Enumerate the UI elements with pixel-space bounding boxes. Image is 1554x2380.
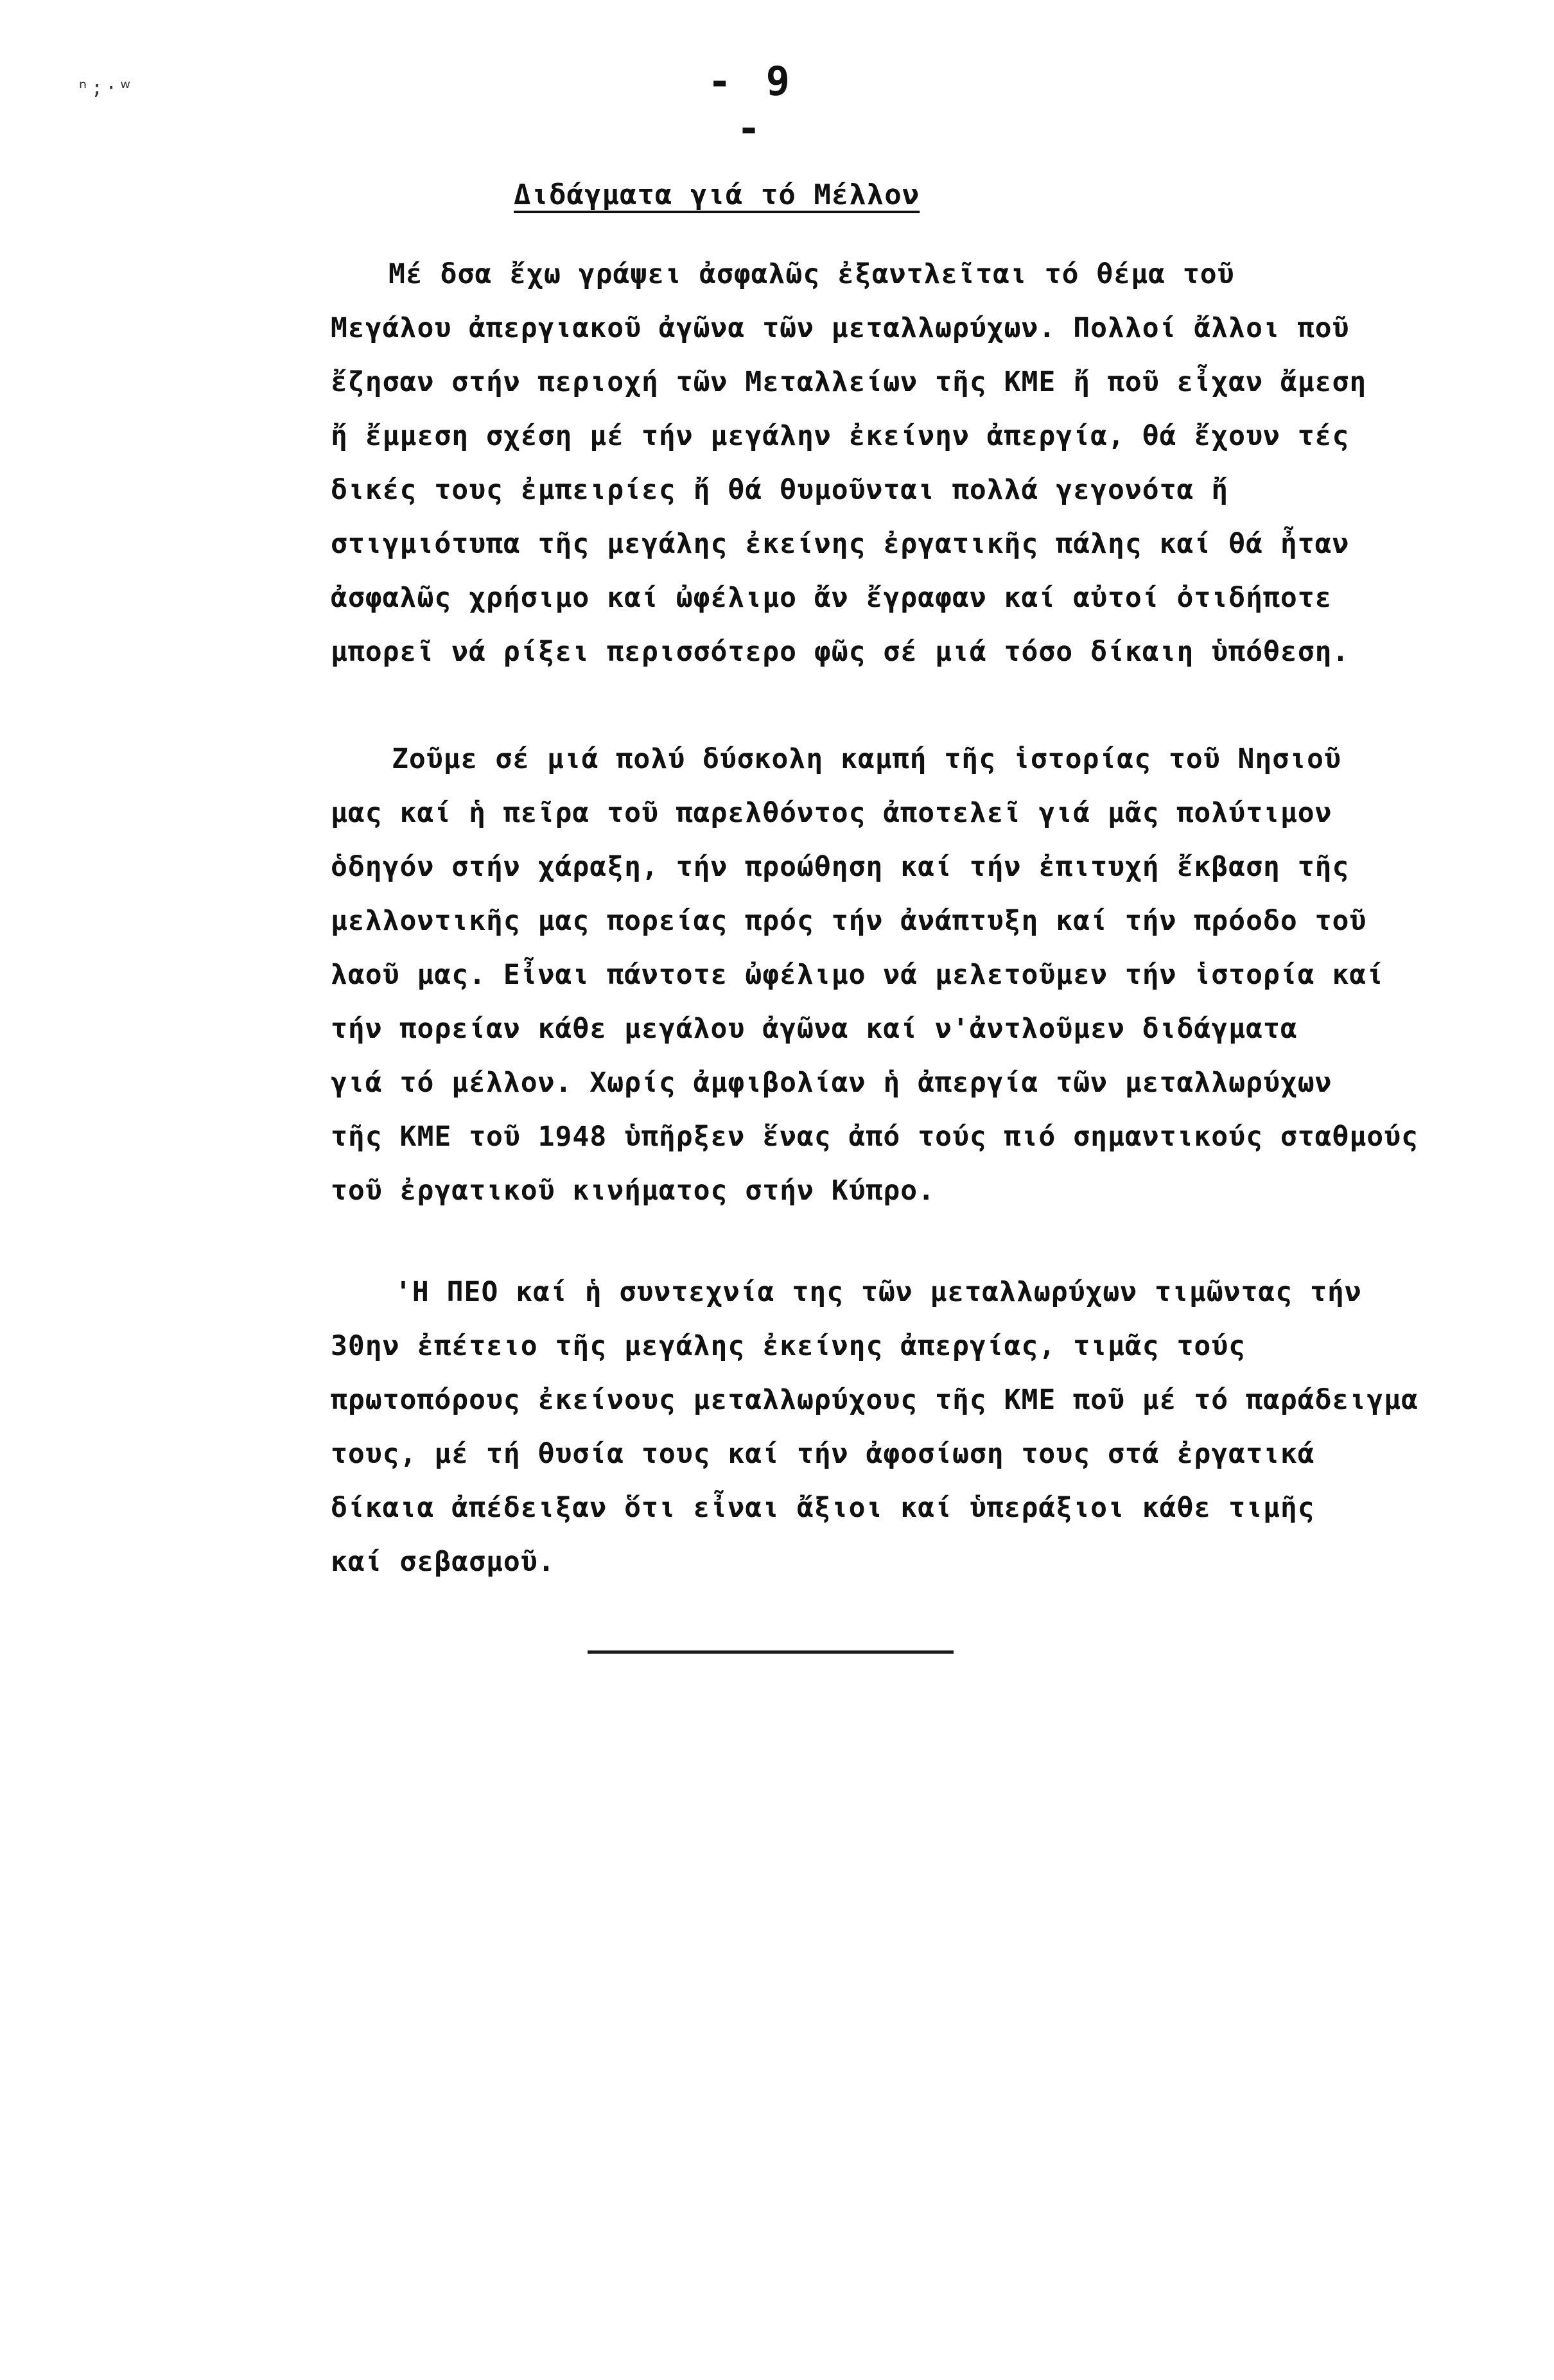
text-line: τῆς ΚΜΕ τοῦ 1948 ὑπῆρξεν ἕνας ἀπό τούς πιό σημαντικούς σταθμούς (331, 1121, 1419, 1153)
text-line: ἤ ἔμμεση σχέση μέ τήν μεγάλην ἐκείνην ἀπεργία, θά ἔχουν τές (331, 420, 1350, 452)
text-line: λαοῦ μας. Εἶναι πάντοτε ὠφέλιμο νά μελετοῦμεν τήν ἱστορία καί (331, 959, 1384, 991)
paragraph (331, 732, 1419, 1218)
text-line: Μεγάλου ἀπεργιακοῦ ἀγῶνα τῶν μεταλλωρύχων. Πολλοί ἄλλοι ποῦ (331, 312, 1350, 344)
text-line: Ζοῦμε σέ μιά πολύ δύσκολη καμπή τῆς ἱστορίας τοῦ Νησιοῦ (392, 743, 1341, 775)
text-line: τοῦ ἐργατικοῦ κινήματος στήν Κύπρο. (331, 1175, 936, 1207)
text-line: μπορεῖ νά ρίξει περισσότερο φῶς σέ μιά τόσο δίκαιη ὑπόθεση. (331, 636, 1350, 668)
page-number: - 9 - (708, 58, 795, 152)
text-line: δικές τους ἐμπειρίες ἤ θά θυμοῦνται πολλά γεγονότα ἤ (331, 474, 1229, 506)
text-line: πρωτοπόρους ἐκείνους μεταλλωρύχους τῆς ΚΜΕ ποῦ μέ τό παράδειγμα (331, 1384, 1419, 1416)
text-line: ἔζησαν στήν περιοχή τῶν Μεταλλείων τῆς ΚΜΕ ἤ ποῦ εἶχαν ἄμεση (331, 366, 1367, 398)
paragraph (331, 1265, 1419, 1589)
text-line: 'Η ΠΕΟ καί ἡ συντεχνία της τῶν μεταλλωρύχων τιμῶντας τήν (395, 1276, 1362, 1308)
section-heading: Διδάγματα γιά τό Μέλλον (514, 179, 920, 211)
text-line: μας καί ἡ πεῖρα τοῦ παρελθόντος ἀποτελεῖ γιά μᾶς πολύτιμον (331, 797, 1332, 829)
text-line: τους, μέ τή θυσία τους καί τήν ἀφοσίωση τους στά ἐργατικά (331, 1438, 1315, 1470)
text-line: 30ην ἐπέτειο τῆς μεγάλης ἐκείνης ἀπεργίας, τιμᾶς τούς (331, 1330, 1246, 1362)
text-line: καί σεβασμοῦ. (331, 1546, 555, 1578)
text-line: γιά τό μέλλον. Χωρίς ἀμφιβολίαν ἡ ἀπεργία τῶν μεταλλωρύχων (331, 1067, 1332, 1099)
paragraph (331, 247, 1366, 679)
text-line: μελλοντικῆς μας πορείας πρός τήν ἀνάπτυξη καί τήν πρόοδο τοῦ (331, 905, 1367, 937)
text-line: δίκαια ἀπέδειξαν ὅτι εἶναι ἄξιοι καί ὑπεράξιοι κάθε τιμῆς (331, 1492, 1315, 1524)
text-line: τήν πορείαν κάθε μεγάλου ἀγῶνα καί ν'ἀντλοῦμεν διδάγματα (331, 1013, 1298, 1045)
end-rule (588, 1650, 954, 1654)
text-line: ἀσφαλῶς χρήσιμο καί ὠφέλιμο ἄν ἔγραφαν καί αὐτοί ὀτιδήποτε (331, 582, 1332, 614)
text-line: Μέ δσα ἔχω γράψει ἀσφαλῶς ἐξαντλεῖται τό θέμα τοῦ (388, 258, 1235, 290)
corner-mark: ⁿ;·ʷ (77, 77, 134, 100)
text-line: ὁδηγόν στήν χάραξη, τήν προώθηση καί τήν ἐπιτυχή ἔκβαση τῆς (331, 851, 1350, 883)
text-line: στιγμιότυπα τῆς μεγάλης ἐκείνης ἐργατικῆς πάλης καί θά ἦταν (331, 528, 1350, 560)
